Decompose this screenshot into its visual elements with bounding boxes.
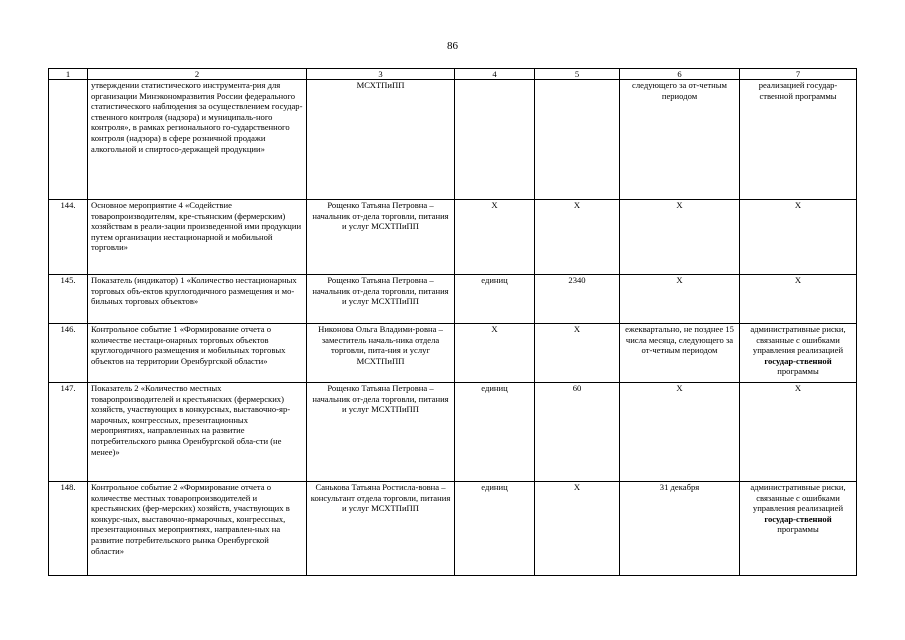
row-number: 147. [49, 383, 88, 482]
deadline: следующего за от-четным периодом [620, 80, 740, 200]
unit: единиц [455, 482, 535, 576]
target-value: Х [535, 324, 620, 383]
unit: Х [455, 324, 535, 383]
risk-text-end: программы [777, 366, 819, 377]
responsible-person: Рощенко Татьяна Петровна – начальник от-дела торговли, питания и услуг МСХТПиПП [307, 275, 455, 324]
table-row [49, 482, 857, 576]
risks [740, 275, 857, 324]
row-number: 145. [49, 275, 88, 324]
risks [740, 482, 857, 576]
target-value: 2340 [535, 275, 620, 324]
target-value: 60 [535, 383, 620, 482]
unit: Х [455, 200, 535, 275]
deadline: ежеквартально, не позднее 15 числа месяца, следующего за от-четным периодом [620, 324, 740, 383]
measure-name: Контрольное событие 2 «Формирование отчета о количестве местных товаропроизводителей и крестьянских (фер-мерских) хозяйств, участвующих в конкурс-ных, выставочно-ярмарочных, конгрессных, презентационных мероприятиях, направлен-ных на развитие потребительского рынка Оренбургской области» [88, 482, 307, 576]
risk-text: административные риски, связанные с ошибками управления реализацией [750, 482, 846, 514]
risk-text: Х [794, 383, 802, 393]
table-row [49, 324, 857, 383]
column-header: 1 [49, 69, 88, 80]
measure-name: Контрольное событие 1 «Формирование отчета о количестве нестаци-онарных торговых объектов круглогодичного размещения и мобильных торговых объектов на территории Оренбургской области» [88, 324, 307, 383]
column-header: 7 [740, 69, 857, 80]
column-header: 4 [455, 69, 535, 80]
risk-text: Х [794, 275, 802, 285]
table-row [49, 200, 857, 275]
unit [455, 80, 535, 200]
plan-table [48, 68, 857, 576]
responsible-person: Рощенко Татьяна Петровна – начальник от-дела торговли, питания и услуг МСХТПиПП [307, 200, 455, 275]
risk-text-end: программы [777, 524, 819, 535]
risk-text-bold: государ-ственной [764, 513, 832, 524]
row-number: 144. [49, 200, 88, 275]
risks [740, 80, 857, 200]
deadline: Х [620, 200, 740, 275]
table-row [49, 80, 857, 200]
risk-text: административные риски, связанные с ошибками управления реализацией [750, 324, 846, 356]
responsible-person: Санькова Татьяна Ростисла-вовна – консультант отдела торговли, питания и услуг МСХТПиПП [307, 482, 455, 576]
column-header: 2 [88, 69, 307, 80]
column-header: 5 [535, 69, 620, 80]
page-number: 86 [447, 40, 458, 52]
unit: единиц [455, 383, 535, 482]
responsible-person: МСХТПиПП [307, 80, 455, 200]
row-number: 148. [49, 482, 88, 576]
responsible-person: Никонова Ольга Владими-ровна – заместитель началь-ника отдела торговли, пита-ния и услуг МСХТПиПП [307, 324, 455, 383]
risk-text-bold: государ-ственной [764, 355, 832, 366]
table-row [49, 383, 857, 482]
row-number: 146. [49, 324, 88, 383]
deadline: 31 декабря [620, 482, 740, 576]
risks [740, 383, 857, 482]
measure-name: Показатель (индикатор) 1 «Количество нестационарных торговых объ-ектов круглогодичного размещения и мо-бильных торговых объектов» [88, 275, 307, 324]
risks [740, 324, 857, 383]
column-header: 3 [307, 69, 455, 80]
risk-text: реализацией государ-ственной программы [758, 80, 838, 101]
responsible-person: Рощенко Татьяна Петровна – начальник от-дела торговли, питания и услуг МСХТПиПП [307, 383, 455, 482]
measure-name: утверждении статистического инструмента-рия для организации Минэкономразвития России федерального статистического наблюдения за осуществлением государ-ственного контроля (надзора) и муниципаль-ного контроля», в рамках регионального го-сударственного контроля (надзора) в сфере розничной продажи алкогольной и спиртосо-держащей продукции» [88, 80, 307, 200]
risks [740, 200, 857, 275]
row-number [49, 80, 88, 200]
measure-name: Основное мероприятие 4 «Содействие товаропроизводителям, кре-стьянским (фермерским) хозяйствам в реали-зации произведенной ими продукции путем организации нестационарной и мобильной торговли» [88, 200, 307, 275]
target-value [535, 80, 620, 200]
target-value: Х [535, 482, 620, 576]
measure-name: Показатель 2 «Количество местных товаропроизводителей и крестьянских (фермерских) хозяйств, участвующих в конкурсных, выставочно-яр-марочных, конгрессных, презентационных мероприятиях, направленных на развитие потребительского рынка Оренбургской обла-сти (не менее)» [88, 383, 307, 482]
unit: единиц [455, 275, 535, 324]
table-row [49, 275, 857, 324]
deadline: Х [620, 275, 740, 324]
target-value: Х [535, 200, 620, 275]
deadline: Х [620, 383, 740, 482]
header-row [49, 69, 857, 80]
column-header: 6 [620, 69, 740, 80]
risk-text: Х [794, 200, 802, 210]
